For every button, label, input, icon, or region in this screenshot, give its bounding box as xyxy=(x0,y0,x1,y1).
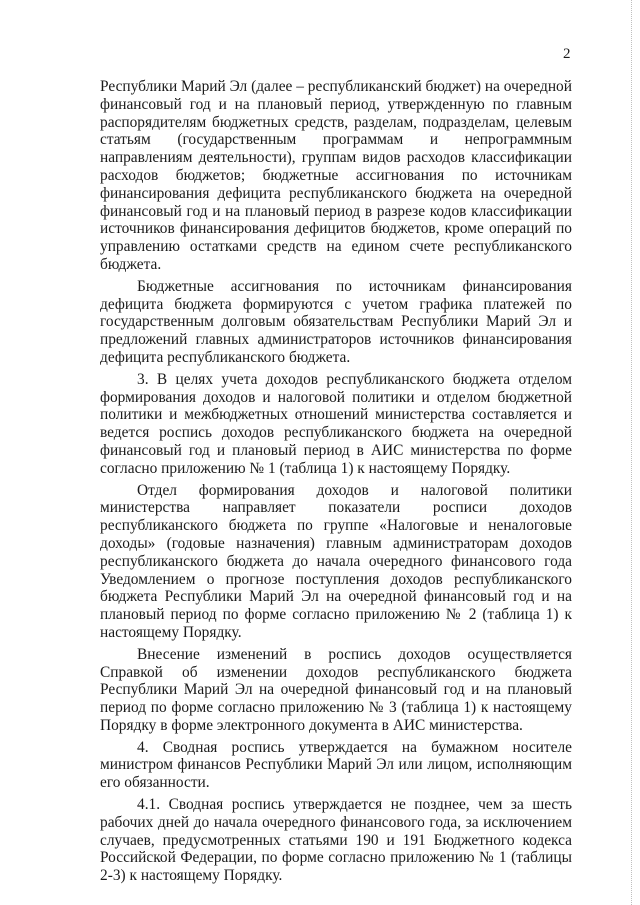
paragraph-budget-allocations: Бюджетные ассигнования по источникам финансирования дефицита бюджета формируются с учетом графика платежей по государственным долговым обязательствам Республики Марий Эл и предложений главных администраторов источников финансирования дефицита республиканского бюджета. xyxy=(100,277,572,366)
paragraph-item-4: 4. Сводная роспись утверждается на бумажном носителе министром финансов Республики Марий Эл или лицом, исполняющим его обязанности. xyxy=(100,738,572,792)
scan-edge-border xyxy=(631,0,632,905)
paragraph-continuation: Республики Марий Эл (далее – республиканский бюджет) на очередной финансовый год и на плановый период, утвержденную по главным распорядителям бюджетных средств, разделам, подразделам, целевым статьям (государственным программам и непрограммным направлениям деятельности), группам видов расходов классификации расходов бюджетов; бюджетные ассигнования по источникам финансирования дефицита республиканского бюджета на очередной финансовый год и на плановый период в разрезе кодов классификации источников финансирования дефицитов бюджетов, кроме операций по управлению остатками средств на едином счете республиканского бюджета. xyxy=(100,78,572,273)
page-number: 2 xyxy=(563,46,571,62)
paragraph-revenue-department: Отдел формирования доходов и налоговой политики министерства направляет показатели росписи доходов республиканского бюджета по группе «Налоговые и неналоговые доходы» (годовые назначения) главным администраторам доходов республиканского бюджета до начала очередного финансового года Уведомлением о прогнозе поступления доходов республиканского бюджета Республики Марий Эл на очередной финансовый год и на плановый период по форме согласно приложению № 2 (таблица 1) к настоящему Порядку. xyxy=(100,481,572,641)
document-body xyxy=(100,78,572,889)
paragraph-item-4-1: 4.1. Сводная роспись утверждается не позднее, чем за шесть рабочих дней до начала очередного финансового года, за исключением случаев, предусмотренных статьями 190 и 191 Бюджетного кодекса Российской Федерации, по форме согласно приложению № 1 (таблицы 2-3) к настоящему Порядку. xyxy=(100,796,572,885)
paragraph-item-3: 3. В целях учета доходов республиканского бюджета отделом формирования доходов и налоговой политики и отделом бюджетной политики и межбюджетных отношений министерства составляется и ведется роспись доходов республиканского бюджета на очередной финансовый год и плановый период в АИС министерства по форме согласно приложению № 1 (таблица 1) к настоящему Порядку. xyxy=(100,370,572,477)
paragraph-amendments: Внесение изменений в роспись доходов осуществляется Справкой об изменении доходов республиканского бюджета Республики Марий Эл на очередной финансовый год и на плановый период по форме согласно приложению № 3 (таблица 1) к настоящему Порядку в форме электронного документа в АИС министерства. xyxy=(100,645,572,734)
